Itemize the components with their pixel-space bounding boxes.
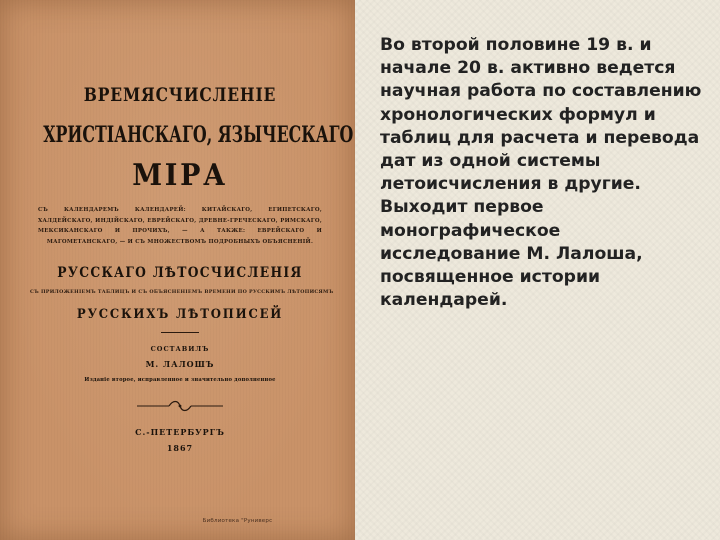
library-stamp: Библиотека "Руниверс bbox=[202, 518, 273, 524]
cover-compiled-by: СОСТАВИЛЪ bbox=[150, 345, 210, 353]
cover-author: М. ЛАЛОШЪ bbox=[145, 359, 215, 369]
cover-russian-heading: РУССКАГО ЛѢТОСЧИСЛЕНІЯ bbox=[57, 265, 303, 281]
cover-subtitle: СЪ КАЛЕНДАРЕМЪ КАЛЕНДАРЕЙ: КИТАЙСКАГО, ЕГИПЕТСКАГО, ХАЛДЕЙСКАГО, ИНДІЙСКАГО, ЕВРЕЙСКАГО, ДРЕВНЕ-ГРЕЧЕСКАГО, РИМСКАГО, МЕКСИКАНСКАГО И ПРОЧИХЪ, — А ТАКЖЕ: ЕВРЕЙСКАГО И МАГОМЕТАНСКАГО, — И СЪ МНОЖЕСТВОМЪ ПОДРОБНЫХЪ ОБЪЯСНЕНІЙ. bbox=[38, 207, 322, 245]
cover-chronicles-heading: РУССКИХЪ ЛѢТОПИСЕЙ bbox=[76, 307, 284, 322]
ornament-flourish-icon bbox=[135, 399, 225, 413]
cover-text-block bbox=[30, 70, 354, 453]
cover-year: 1867 bbox=[166, 443, 194, 453]
book-cover-image bbox=[0, 0, 355, 540]
cover-title-line-3: МІРА bbox=[132, 158, 228, 193]
cover-city: С.-ПЕТЕРБУРГЪ bbox=[135, 427, 225, 437]
body-paragraph: Во второй половине 19 в. и начале 20 в. активно ведется научная работа по составлению хронологических формул и таблиц для расчета и перевода дат из одной системы летоисчисления в другие. Выходит первое монографическое исследование М. Лалоша, посвященное истории календарей. bbox=[380, 35, 702, 311]
cover-title-line-2: ХРИСТІАНСКАГО, ЯЗЫЧЕСКАГО bbox=[43, 122, 354, 148]
cover-edition: Изданіе второе, исправленное и значительно дополненное bbox=[84, 377, 276, 383]
cover-divider bbox=[161, 332, 199, 333]
cover-title-line-1: ВРЕМЯСЧИСЛЕНІЕ bbox=[83, 84, 277, 106]
cover-tiny-line: СЪ ПРИЛОЖЕНІЕМЪ ТАБЛИЦЪ И СЪ ОБЪЯСНЕНІЕМЪ ВРЕМЕНИ ПО РУССКИМЪ ЛѢТОПИСЯМЪ bbox=[30, 289, 334, 295]
